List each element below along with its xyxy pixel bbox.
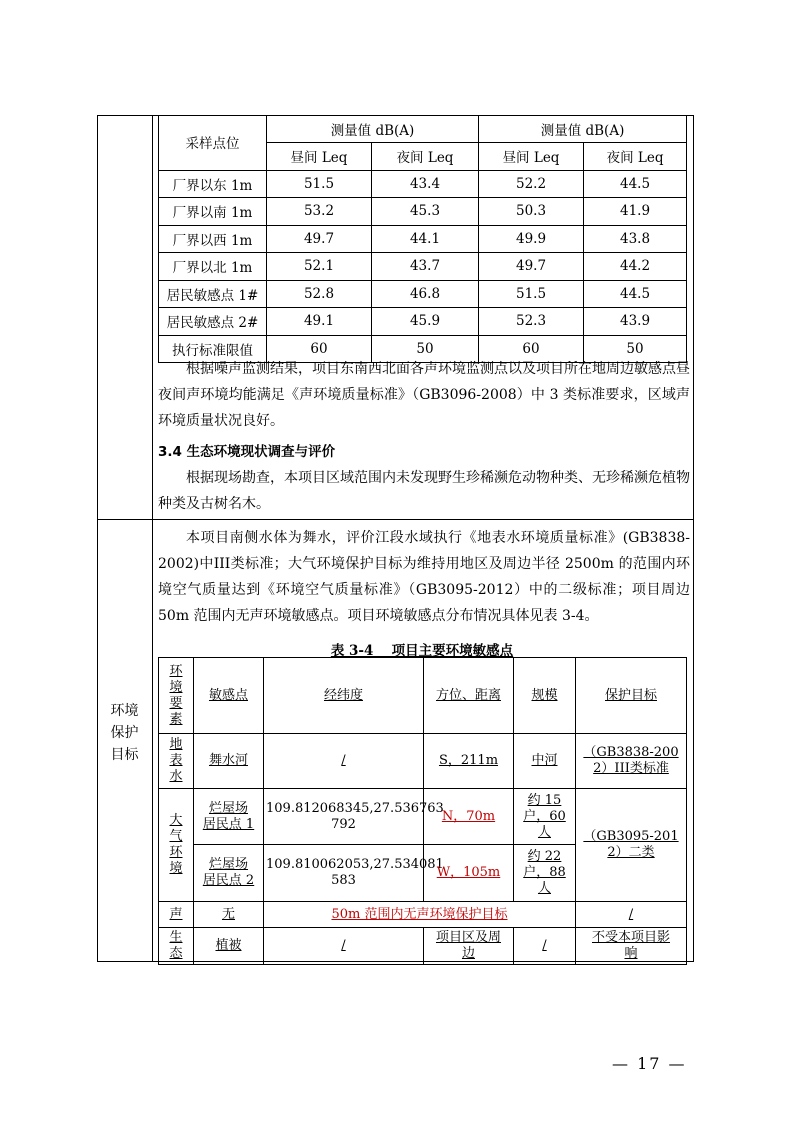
- table-header-row: [159, 115, 687, 143]
- column-divider: [152, 115, 153, 962]
- cell-text: 无: [221, 906, 235, 922]
- cell-target: [576, 789, 687, 902]
- cell-coords: [264, 734, 424, 789]
- header-direction: [424, 658, 514, 734]
- cell-point: [194, 845, 264, 902]
- header-text: 规模: [531, 687, 558, 703]
- section-heading: 3.4 生态环境现状调查与评价: [158, 444, 336, 460]
- cell-value: 44.5: [584, 170, 687, 198]
- cell-text: 响: [624, 946, 638, 961]
- table-caption: [158, 639, 686, 659]
- header-sensitive-point: [194, 658, 264, 734]
- header-measure-group-2: 测量值 dB(A): [479, 115, 687, 143]
- table-header-row: [159, 658, 687, 734]
- cell-target: [576, 928, 687, 965]
- cell-value: 49.7: [267, 225, 372, 253]
- cell-text: 烂屋场: [208, 857, 248, 872]
- cell-text: 109.810062053,27.534081: [266, 857, 444, 872]
- cell-value: 43.9: [584, 308, 687, 336]
- header-measure-group-1: 测量值 dB(A): [267, 115, 479, 143]
- cell-value: 45.9: [372, 308, 479, 336]
- paragraph: 根据现场勘查，本项目区域范围内未发现野生珍稀濒危动物种类、无珍稀濒危植物种类及古树名木。: [158, 470, 690, 512]
- cell-text: 舞水河: [208, 753, 248, 768]
- cell-point: 居民敏感点 1#: [159, 280, 267, 308]
- element-char: 表: [169, 753, 183, 768]
- cell-coords: [264, 845, 444, 902]
- header-char: 素: [169, 711, 183, 727]
- header-coordinates: [264, 658, 424, 734]
- cell-point: 厂界以北 1m: [159, 253, 267, 281]
- table-row: [159, 902, 687, 928]
- cell-text: （GB3095-201: [583, 829, 679, 844]
- cell-value: 43.8: [584, 225, 687, 253]
- header-night: 夜间 Leq: [584, 143, 687, 171]
- section-divider: [97, 519, 694, 520]
- header-text: 敏感点: [208, 687, 248, 703]
- cell-text: 109.812068345,27.536763: [266, 800, 444, 816]
- cell-value: 49.7: [479, 253, 584, 281]
- cell-direction: [424, 928, 514, 965]
- cell-note: [264, 902, 576, 928]
- cell-value: 52.8: [267, 280, 372, 308]
- cell-point: 厂界以西 1m: [159, 225, 267, 253]
- cell-text: 边: [461, 946, 475, 961]
- cell-value: 44.1: [372, 225, 479, 253]
- cell-value: 50: [372, 335, 479, 363]
- cell-scale: [514, 845, 576, 902]
- noise-conclusion: [158, 356, 690, 434]
- caption-text: 表 3-4 项目主要环境敏感点: [330, 643, 514, 659]
- element-char: 气: [169, 829, 183, 844]
- cell-text: 户，88: [523, 865, 566, 880]
- cell-point: 厂界以东 1m: [159, 170, 267, 198]
- cell-text: S，211m: [438, 753, 499, 768]
- cell-text: 50m 范围内无声环境保护目标: [331, 906, 508, 922]
- cell-text: /: [341, 938, 346, 953]
- header-day: 昼间 Leq: [479, 143, 584, 171]
- cell-text: 声: [169, 906, 183, 922]
- cell-value: 50.3: [479, 198, 584, 226]
- page-number: — 17 —: [612, 1054, 687, 1073]
- table-row: [159, 170, 687, 198]
- noise-monitoring-table: [158, 115, 687, 363]
- side-label-line: 目标: [110, 747, 139, 763]
- cell-text: 不受本项目影: [591, 930, 670, 945]
- cell-text: /: [542, 938, 547, 953]
- header-text: 经纬度: [323, 687, 363, 703]
- cell-value: 53.2: [267, 198, 372, 226]
- cell-value: 44.2: [584, 253, 687, 281]
- header-element: [159, 658, 194, 734]
- table-row: [159, 734, 687, 789]
- cell-text: 2）二类: [607, 845, 655, 860]
- header-night: 夜间 Leq: [372, 143, 479, 171]
- sensitive-points-table: [158, 657, 687, 965]
- table-row: [159, 928, 687, 965]
- cell-point: [194, 902, 264, 928]
- cell-element: [159, 734, 194, 789]
- paragraph: 根据噪声监测结果，项目东南西北面各声环境监测点以及项目所在地周边敏感点昼夜间声环境均能满足《声环境质量标准》（GB3096-2008）中 3 类标准要求，区域声环境质量状况良好。: [158, 361, 690, 429]
- cell-text: 植被: [215, 938, 242, 953]
- cell-value: 52.1: [267, 253, 372, 281]
- header-text: 方位、距离: [435, 687, 501, 703]
- header-char: 要: [169, 695, 183, 711]
- cell-text: /: [628, 906, 634, 922]
- cell-text: （GB3838-200: [583, 745, 679, 760]
- cell-text: 居民点 2: [202, 873, 255, 888]
- cell-element: [159, 928, 194, 965]
- cell-text: N，70m: [441, 808, 496, 824]
- side-label-protection-targets: [97, 700, 152, 766]
- cell-value: 43.4: [372, 170, 479, 198]
- cell-value: 60: [267, 335, 372, 363]
- cell-text: 2）III类标准: [593, 761, 669, 776]
- header-scale: [514, 658, 576, 734]
- cell-value: 49.1: [267, 308, 372, 336]
- cell-value: 49.9: [479, 225, 584, 253]
- cell-text: 约 22: [527, 849, 562, 864]
- cell-coords: [264, 789, 444, 845]
- cell-text: /: [341, 753, 346, 768]
- cell-value: 45.3: [372, 198, 479, 226]
- protection-description: [158, 525, 690, 629]
- cell-point: 执行标准限值: [159, 335, 267, 363]
- cell-point: 居民敏感点 2#: [159, 308, 267, 336]
- cell-value: 52.2: [479, 170, 584, 198]
- cell-value: 41.9: [584, 198, 687, 226]
- cell-value: 51.5: [267, 170, 372, 198]
- cell-target: [576, 734, 687, 789]
- cell-value: 60: [479, 335, 584, 363]
- header-sampling-point: 采样点位: [159, 115, 267, 170]
- cell-point: [194, 734, 264, 789]
- cell-scale: [514, 928, 576, 965]
- cell-value: 50: [584, 335, 687, 363]
- element-char: 水: [169, 769, 183, 784]
- element-char: 地: [169, 737, 183, 752]
- cell-value: 43.7: [372, 253, 479, 281]
- cell-point: [194, 928, 264, 965]
- header-char: 环: [169, 663, 183, 679]
- cell-text: 583: [331, 873, 356, 888]
- cell-target: [576, 902, 687, 928]
- table-row: [159, 280, 687, 308]
- header-text: 保护目标: [604, 687, 657, 703]
- table-row: [159, 225, 687, 253]
- header-char: 境: [169, 679, 183, 695]
- cell-scale: [514, 734, 576, 789]
- table-row: [159, 253, 687, 281]
- element-char: 境: [169, 861, 183, 876]
- cell-text: W，105m: [436, 865, 501, 880]
- cell-text: 人: [537, 824, 551, 840]
- side-label-line: 保护: [110, 725, 139, 741]
- cell-element: [159, 789, 194, 902]
- paragraph: 本项目南侧水体为舞水，评价江段水域执行《地表水环境质量标准》(GB3838-2002)中III类标准；大气环境保护目标为维持用地区及周边半径 2500m 的范围内环境空气质量达到《环境空气质量标准》（GB3095-2012）中的二级标准；项目周边 50m 范围内无声环境敏感点。项目环境敏感点分布情况具体见表 3-4。: [158, 530, 690, 624]
- element-char: 大: [169, 813, 183, 828]
- cell-direction: [424, 734, 514, 789]
- cell-point: [194, 789, 264, 845]
- cell-value: 44.5: [584, 280, 687, 308]
- table-row: [159, 789, 687, 845]
- cell-text: 中河: [531, 753, 558, 768]
- cell-direction: [424, 845, 514, 902]
- cell-text: 烂屋场: [208, 800, 248, 816]
- cell-value: 46.8: [372, 280, 479, 308]
- cell-text: 人: [537, 881, 551, 896]
- element-char: 生: [169, 930, 183, 945]
- cell-point: 厂界以南 1m: [159, 198, 267, 226]
- cell-text: 项目区及周: [435, 930, 501, 945]
- table-row: [159, 308, 687, 336]
- element-char: 环: [169, 845, 183, 860]
- side-label-line: 环境: [110, 703, 139, 719]
- cell-value: 51.5: [479, 280, 584, 308]
- cell-text: 792: [331, 816, 356, 832]
- ecology-status: [158, 465, 690, 517]
- cell-text: 居民点 1: [202, 816, 255, 832]
- cell-text: 约 15: [527, 792, 562, 808]
- element-char: 态: [169, 946, 183, 961]
- cell-element: [159, 902, 194, 928]
- cell-direction: [424, 789, 514, 845]
- cell-text: 户，60: [523, 808, 566, 824]
- header-target: [576, 658, 687, 734]
- header-day: 昼间 Leq: [267, 143, 372, 171]
- table-row: [159, 198, 687, 226]
- cell-value: 52.3: [479, 308, 584, 336]
- cell-scale: [514, 789, 576, 845]
- cell-coords: [264, 928, 424, 965]
